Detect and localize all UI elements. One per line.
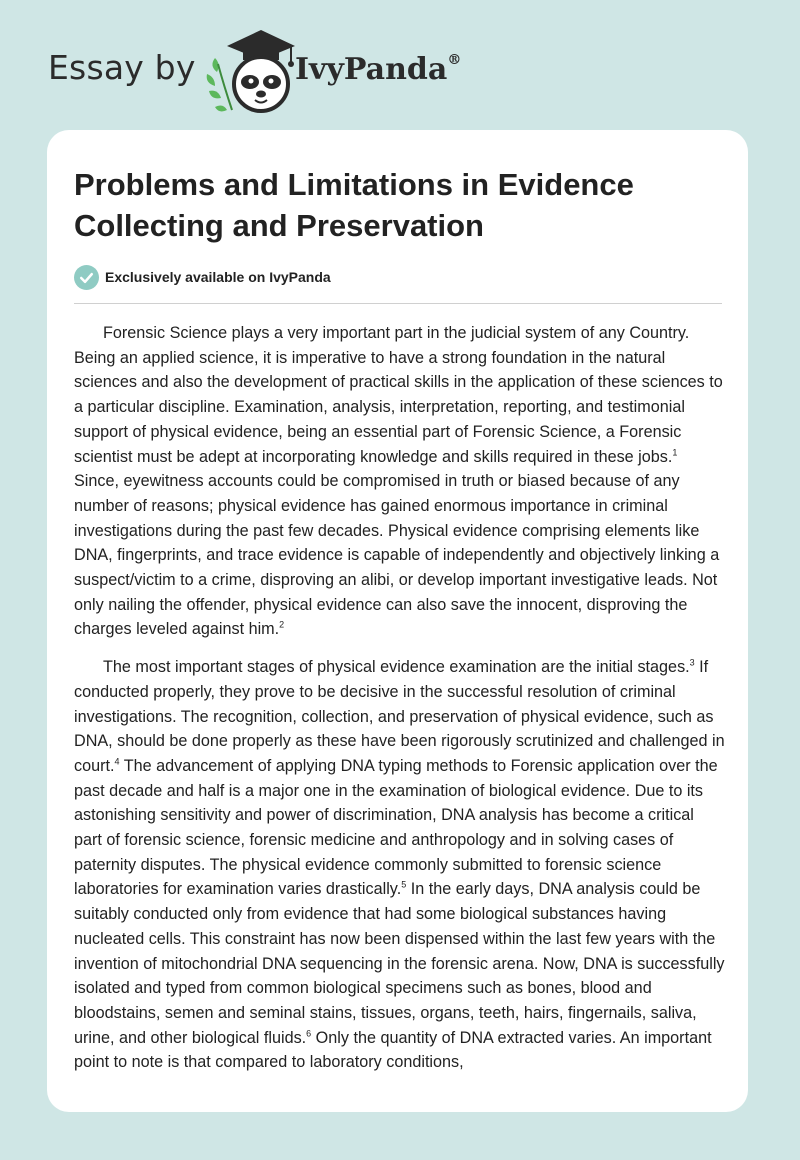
paragraph-2 xyxy=(74,655,726,1075)
paragraph-text: Since, eyewitness accounts could be compromised in truth or biased because of any number of reasons; physical evidence has gained enormous importance in criminal investigations during the past few decades. Physical evidence comprising elements like DNA, fingerprints, and trace evidence is capable of independently and objectively linking a suspect/victim to a crime, disproving an alibi, or develop important investigative leads. Not only nailing the offender, physical evidence can also save the innocent, disproving the charges leveled against him. xyxy=(74,472,720,639)
paragraph-text: In the early days, DNA analysis could be suitably conducted only from evidence that had some biological substances having nucleated cells. This constraint has now been dispensed within the last few years with the invention of mitochondrial DNA sequencing in the forensic arena. Now, DNA is successfully isolated and typed from common biological specimens such as bones, blood and bloodstains, semen and seminal stains, tissues, organs, teeth, hairs, fingernails, saliva, urine, and other biological fluids. xyxy=(74,880,725,1047)
title-divider xyxy=(74,303,722,304)
paragraph-1 xyxy=(74,321,726,642)
essay-by-label: Essay by xyxy=(48,48,196,87)
paragraph-text: Only the quantity of DNA extracted varies. An important point to note is that compared to laboratory conditions, xyxy=(74,1028,712,1072)
essay-title: Problems and Limitations in Evidence Collecting and Preservation xyxy=(74,167,634,243)
brand-name[interactable] xyxy=(295,52,461,87)
exclusive-badge xyxy=(74,264,331,290)
check-circle-icon xyxy=(74,265,99,290)
footnote-ref[interactable]: 4 xyxy=(114,756,120,767)
brand-name-text: IvyPanda xyxy=(295,52,448,87)
footnote-ref[interactable]: 1 xyxy=(672,447,678,458)
footnote-ref[interactable]: 5 xyxy=(401,880,407,891)
site-header xyxy=(48,28,508,114)
paragraph-text: If conducted properly, they prove to be decisive in the successful resolution of criminal investigations. The recognition, collection, and preservation of physical evidence, such as DNA, should be done properly as these have been rigorously scrutinized and challenged in court. xyxy=(74,658,725,775)
essay-body xyxy=(74,321,726,1088)
paragraph-text: The most important stages of physical evidence examination are the initial stages. xyxy=(103,658,690,677)
paragraph-text: Forensic Science plays a very important part in the judicial system of any Country. Being an applied science, it is imperative to have a strong foundation in the natural sciences and also the development of practical skills in the application of these sciences to a particular discipline. Examination, analysis, interpretation, reporting, and testimonial support of physical evidence, being an essential part of Forensic Science, a Forensic scientist must be adept at incorporating knowledge and skills required in these jobs. xyxy=(74,324,723,466)
registered-mark: ® xyxy=(447,52,462,68)
footnote-ref[interactable]: 6 xyxy=(306,1028,312,1039)
exclusive-badge-label: Exclusively available on IvyPanda xyxy=(105,269,331,285)
paragraph-text: The advancement of applying DNA typing methods to Forensic application over the past decade and half is a major one in the examination of biological evidence. Due to its astonishing sensitivity and power of discrimination, DNA analysis has become a critical part of forensic science, forensic medicine and anthropology and in solving cases of paternity disputes. The physical evidence commonly submitted to forensic science laboratories for examination varies drastically. xyxy=(74,756,718,899)
footnote-ref[interactable]: 3 xyxy=(689,657,695,668)
essay-card xyxy=(47,130,748,1112)
ivypanda-logo-icon[interactable] xyxy=(203,28,303,114)
footnote-ref[interactable]: 2 xyxy=(279,620,285,631)
